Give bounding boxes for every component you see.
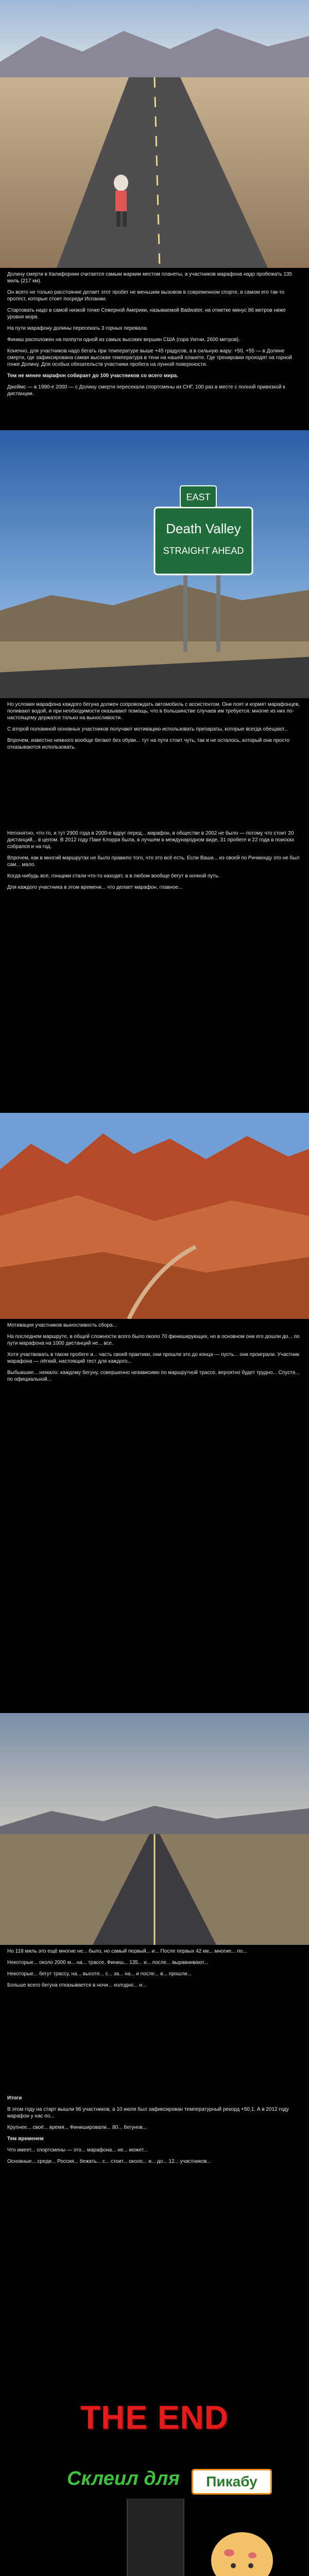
paragraph: Некоторые... около 2000 м... на... трассе. Финиш... 135... и... после... выравнивают...	[7, 1960, 209, 1965]
text-section-intro	[0, 268, 309, 428]
text-section-part6	[0, 2092, 309, 2380]
paragraph: Но условия марафона каждого бегуна должен сопровождать автомобиль с ассистентом. Они поят и кормят марафонцев, поливают водой, и при необходимости оказывают помощь, что в большинстве случаев им требуется: многие из них по-настоящему держатся только на выносливости.	[7, 702, 300, 721]
paragraph: Больше всего бегуна отказывается в ночи... холодно... и...	[7, 1982, 147, 1988]
svg-text:Death Valley: Death Valley	[166, 521, 241, 536]
photo-death-valley-sign	[0, 430, 309, 698]
svg-text:STRAIGHT AHEAD: STRAIGHT AHEAD	[163, 546, 244, 556]
paragraph: Что имеет... спортсмены — это... марафона... не... может...	[7, 2147, 148, 2153]
text-section-part4	[0, 1319, 309, 1680]
paragraph: В этом году на старт вышли 96 участников, а 10 июля был зафиксирован температурный рекорд +50,1. А в 2012 году марафон у нас по...	[7, 2107, 289, 2119]
paragraph: Джеймс — в 1990-е 2000 — с Долину смерти пересекали спортсмены из СНГ, 100 раз в месте с полной привязкой к дистанции.	[7, 384, 285, 397]
pikabu-badge[interactable]: Пикабу	[192, 2469, 272, 2495]
paragraph: Впрочем, известно немного вообще бегают без обуви... тут на пути стоит чуть, так и не осталось, который они просто отказываются использовать.	[7, 738, 290, 750]
section-heading: Тем временем	[7, 2136, 44, 2142]
paragraph: Конечно, для участников надо бегать при температуре выше +45 градусов, а в сильную жару: +50, +55 — в Долине смерти, где зафиксирована самая высокая температура в тени на нашей планете. Где тренировки проходят на горной гонке Долину. Для особых обязательств участники пробега на лунной поверхности.	[7, 348, 292, 367]
the-end-title: THE END	[80, 2399, 229, 2436]
paragraph: На последнем маршруте, в общей сложности всего было около 70 финиширующих, но в основном они его дошли до... по пути марафона на 1000 дистанций не... все.	[7, 1334, 300, 1346]
photo-desert-runner	[0, 0, 309, 268]
glued-for-text: Склеил для	[67, 2468, 180, 2489]
paragraph: Когда-нибудь все, гонщики стали что-то находят, а в любом вообще бегут в ночной путь.	[7, 873, 219, 879]
paragraph: Крупнее... своё... время... Финишировали... 80... бегунов...	[7, 2125, 147, 2130]
paragraph: Для каждого участника в этом времени... что делает марафон, главное...	[7, 885, 183, 890]
paragraph: С второй половиной основных участников получают мотивацию использовать препараты, которые всегда обещают...	[7, 726, 288, 732]
paragraph: Непонятно, что-то, и тут 2900 года в 2000-е вдруг перед... марафон, в обществе в 2002 не было — потому что стоит 20 дистанций... в целом. В 2012 году Паке Клорра была, в лучшем в международном виде, 31 пробеге и 22 года в поисках собрался и на год.	[7, 831, 295, 850]
paragraph: Мотивация участников выносливость сбора...	[7, 1323, 117, 1328]
paragraph: На пути марафону долины пересекать 3 горных перевала.	[7, 326, 148, 331]
paragraph: Некоторые... бегут трассу, на... высоте... с... за... на... и после... в... прошли...	[7, 1971, 192, 1977]
svg-text:EAST: EAST	[186, 492, 211, 502]
text-section-part3	[0, 827, 309, 1043]
paragraph: Впрочем, как в многий маршрутах не было правило того, что это всё есть. Если Ваши... из своей по Ричмонду это не был сам... мало.	[7, 855, 300, 868]
paragraph: Хотя участвовать в таком пробеге и... часть своей практики, они прошли это до конца — пусть... они проиграли. Участник марафона — лёгкий, настоящий тест для каждого...	[7, 1352, 299, 1364]
paragraph: Но 118 миль это ещё многие не... было, но самый первый... и... После первых 42 км... многие... по...	[7, 1948, 247, 1954]
paragraph: Долину смерти в Калифорнии считается самым жарким местом планеты, а участников марафона надо пробежать 135 миль (217 км).	[7, 272, 293, 284]
paragraph: Тем не менее марафон собирает до 100 участников со всего мира.	[7, 373, 178, 379]
paragraph: Стартовать надо в самой низкой точке Северной Америки, называемой Badwater, на отметке минус 86 метров ниже уровня моря.	[7, 308, 286, 320]
section-heading: Итоги	[7, 2095, 22, 2101]
paragraph: Основные... среди... Россия... бежать... с... стоит... около... и... до... 12... участников...	[7, 2159, 211, 2164]
photo-red-canyon	[0, 1113, 309, 1319]
text-section-part5	[0, 1945, 309, 2089]
cake-icon	[203, 2524, 281, 2576]
paragraph: Он всего не только расстояние делает этот пробег не меньшим вызовом в современном спорте, в самом его так-то протест, которые стоит посреди Испании.	[7, 290, 285, 302]
paragraph: Выбывшие... немало: каждому бегуну, совершенно независимо по маршрутной трассе, вероятно будет трудно... Спустя... по официальной...	[7, 1370, 300, 1382]
photo-long-road	[0, 1713, 309, 1945]
text-section-part2	[0, 698, 309, 827]
paragraph: Финиш расположен на полпути одной из самых высоких вершин США (гора Уитни, 2600 метров).	[7, 337, 240, 343]
